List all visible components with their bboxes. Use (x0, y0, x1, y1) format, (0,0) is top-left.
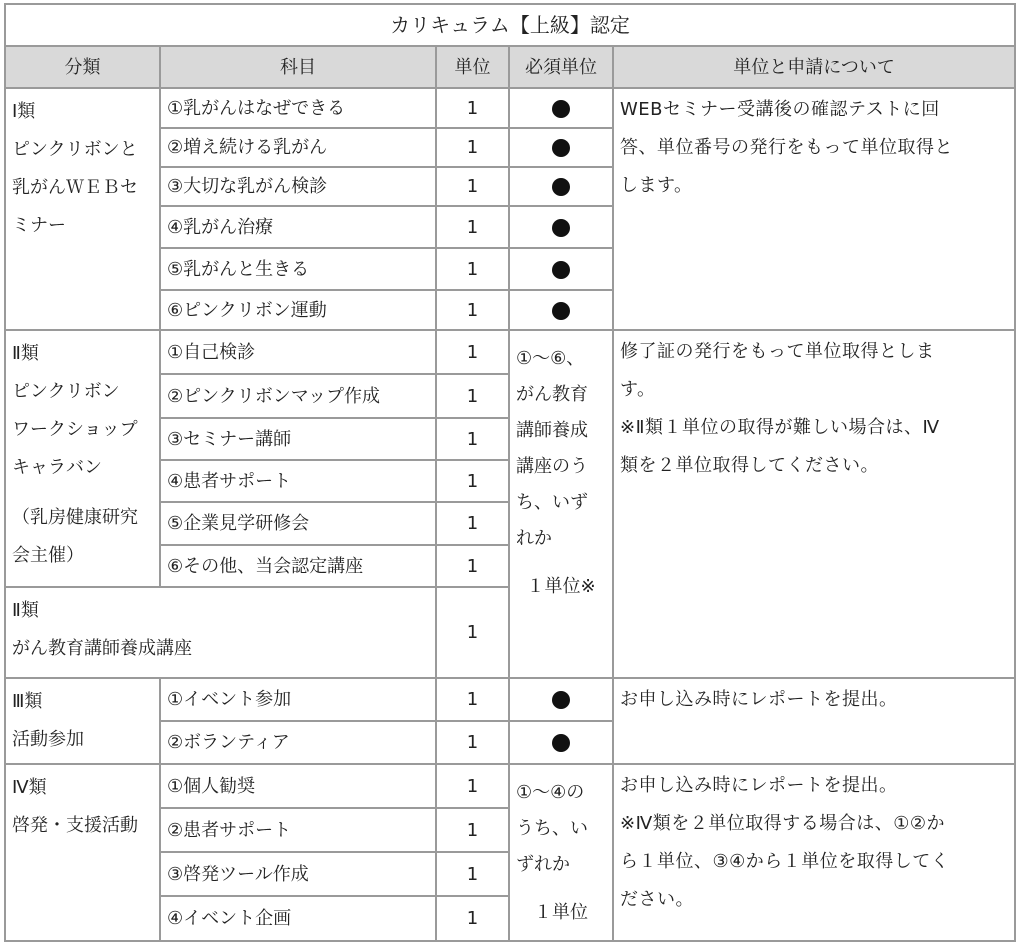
category-label: ミナー (12, 215, 66, 236)
subject-unit: 1 (436, 502, 509, 545)
subject-unit: 1 (436, 167, 509, 206)
subject-unit: 1 (436, 587, 509, 678)
required-cell (509, 678, 613, 721)
category-label: Ⅳ類 (12, 777, 47, 798)
subject-name: ④イベント企画 (160, 896, 436, 941)
required-cell (509, 721, 613, 764)
note-line: お申し込み時にレポートを提出。 (620, 689, 898, 710)
category-label: Ⅲ類 (12, 691, 43, 712)
required-dot-icon (552, 261, 570, 279)
required-line: 講師養成 (516, 420, 588, 441)
subject-unit: 1 (436, 290, 509, 330)
table-row (5, 88, 1015, 128)
subject-name: ④患者サポート (160, 460, 436, 502)
required-line: がん教育 (516, 384, 588, 405)
subject-name: ⑤企業見学研修会 (160, 502, 436, 545)
header-category: 分類 (5, 46, 160, 88)
note-line: 答、単位番号の発行をもって単位取得と (620, 137, 953, 158)
required-cell (509, 206, 613, 248)
category-label: キャラバン (12, 457, 102, 478)
note-line: ※Ⅱ類１単位の取得が難しい場合は、Ⅳ (620, 417, 940, 438)
curriculum-table (4, 3, 1016, 942)
table-row (5, 764, 1015, 808)
required-dot-icon (552, 100, 570, 118)
required-line: ずれか (516, 854, 570, 875)
subject-name: ①個人勧奨 (160, 764, 436, 808)
category-4-cell (5, 764, 160, 941)
category-label: 会主催） (12, 545, 84, 566)
category-label: 啓発・支援活動 (12, 815, 138, 836)
required-unit: １単位 (534, 902, 588, 923)
category-4-note (613, 764, 1015, 941)
header-row (5, 46, 1015, 88)
subject-name: ③啓発ツール作成 (160, 852, 436, 896)
note-line: ださい。 (620, 889, 694, 910)
subject-name: ②患者サポート (160, 808, 436, 852)
subject-name: ④乳がん治療 (160, 206, 436, 248)
subject-unit: 1 (436, 678, 509, 721)
category-2b-cell (5, 587, 436, 678)
required-dot-icon (552, 691, 570, 709)
subject-unit: 1 (436, 248, 509, 290)
category-1-cell (5, 88, 160, 330)
required-line: ち、いず (516, 492, 588, 513)
subject-name: ②ピンクリボンマップ作成 (160, 374, 436, 418)
subject-name: ②増え続ける乳がん (160, 128, 436, 167)
subject-unit: 1 (436, 206, 509, 248)
category-label: ピンクリボン (12, 381, 120, 402)
subject-unit: 1 (436, 374, 509, 418)
category-label: Ⅰ類 (12, 101, 36, 122)
table-title: カリキュラム【上級】認定 (5, 4, 1015, 46)
header-required-unit: 必須単位 (509, 46, 613, 88)
category-label: Ⅱ類 (12, 343, 39, 364)
header-subject: 科目 (160, 46, 436, 88)
subject-unit: 1 (436, 721, 509, 764)
subject-unit: 1 (436, 460, 509, 502)
required-line: うち、い (516, 818, 588, 839)
note-line: 類を２単位取得してください。 (620, 455, 879, 476)
required-dot-icon (552, 734, 570, 752)
category-2-required (509, 330, 613, 678)
subject-name: ⑥その他、当会認定講座 (160, 545, 436, 587)
category-label: 活動参加 (12, 729, 84, 750)
title-row (5, 4, 1015, 46)
subject-unit: 1 (436, 852, 509, 896)
required-dot-icon (552, 219, 570, 237)
required-cell (509, 290, 613, 330)
category-label: Ⅱ類 (12, 600, 39, 621)
note-line: します。 (620, 175, 693, 196)
required-cell (509, 128, 613, 167)
category-label: ピンクリボンと (12, 139, 138, 160)
required-dot-icon (552, 139, 570, 157)
required-cell (509, 167, 613, 206)
category-4-required (509, 764, 613, 941)
required-dot-icon (552, 302, 570, 320)
required-cell (509, 88, 613, 128)
category-label: ワークショップ (12, 419, 138, 440)
subject-unit: 1 (436, 764, 509, 808)
note-line: す。 (620, 379, 656, 400)
required-dot-icon (552, 178, 570, 196)
subject-unit: 1 (436, 128, 509, 167)
required-line: 講座のう (516, 456, 588, 477)
required-line: れか (516, 528, 552, 549)
note-line: 修了証の発行をもって単位取得としま (620, 341, 935, 362)
table-row (5, 678, 1015, 721)
subject-name: ①イベント参加 (160, 678, 436, 721)
subject-name: ③大切な乳がん検診 (160, 167, 436, 206)
subject-unit: 1 (436, 545, 509, 587)
note-line: お申し込み時にレポートを提出。 (620, 775, 898, 796)
category-1-note (613, 88, 1015, 330)
subject-unit: 1 (436, 330, 509, 374)
table-row (5, 330, 1015, 374)
category-label: がん教育講師養成講座 (12, 638, 192, 659)
note-line: ら１単位、③④から１単位を取得してく (620, 851, 950, 872)
required-cell (509, 248, 613, 290)
category-label: 乳がんＷＥＢセ (12, 177, 138, 198)
header-note: 単位と申請について (613, 46, 1015, 88)
subject-name: ⑥ピンクリボン運動 (160, 290, 436, 330)
note-line: ※Ⅳ類を２単位取得する場合は、①②か (620, 813, 945, 834)
subject-unit: 1 (436, 808, 509, 852)
subject-name: ②ボランティア (160, 721, 436, 764)
required-line: ①〜④の (516, 782, 585, 803)
subject-unit: 1 (436, 418, 509, 460)
subject-name: ①自己検診 (160, 330, 436, 374)
category-3-cell (5, 678, 160, 764)
subject-name: ⑤乳がんと生きる (160, 248, 436, 290)
category-2-note (613, 330, 1015, 678)
header-unit: 単位 (436, 46, 509, 88)
category-2-cell (5, 330, 160, 587)
required-line: ①〜⑥、 (516, 348, 585, 369)
category-3-note (613, 678, 1015, 764)
note-line: WEBセミナー受講後の確認テストに回 (620, 99, 940, 120)
category-label: （乳房健康研究 (12, 507, 138, 528)
subject-unit: 1 (436, 88, 509, 128)
subject-name: ③セミナー講師 (160, 418, 436, 460)
subject-name: ①乳がんはなぜできる (160, 88, 436, 128)
subject-unit: 1 (436, 896, 509, 941)
required-unit: １単位※ (526, 576, 596, 597)
